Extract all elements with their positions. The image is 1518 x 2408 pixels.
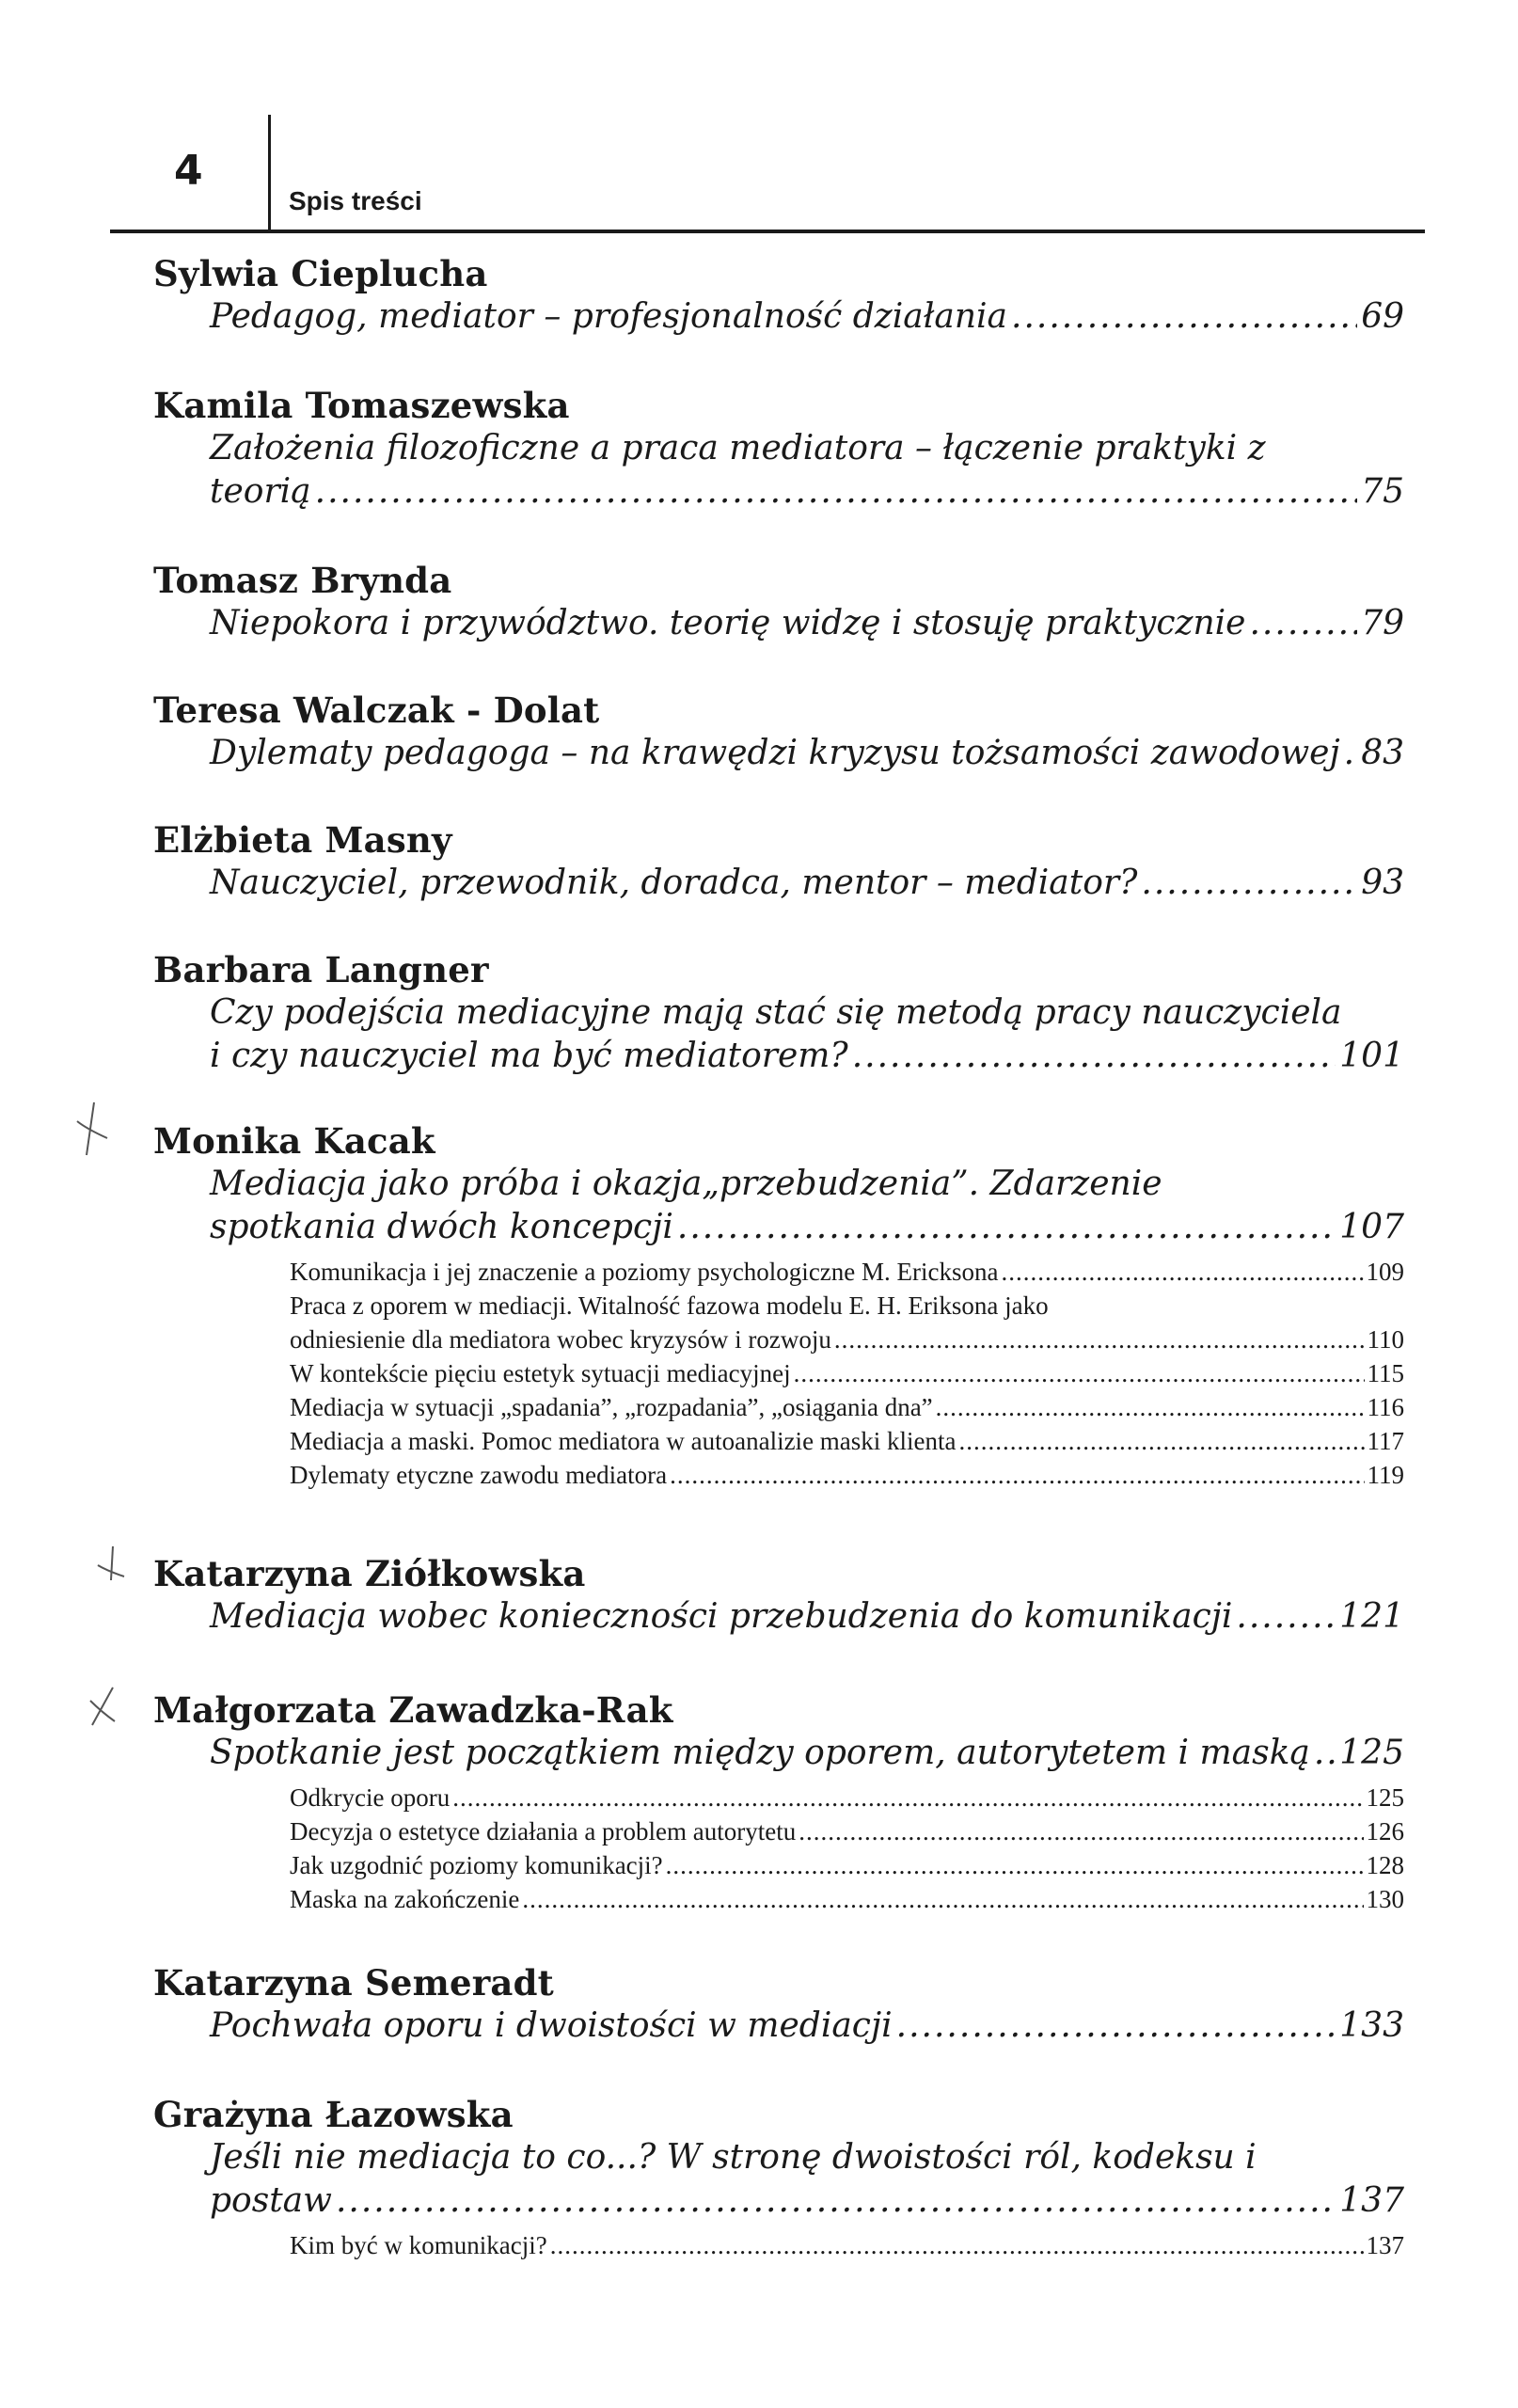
dot-leader: [1236, 1595, 1336, 1639]
subsection-page-number: 119: [1367, 1461, 1404, 1489]
entry-author: Tomasz Brynda: [153, 560, 452, 601]
subsection-item: [290, 1458, 1404, 1492]
entry-title-text: Mediacja wobec konieczności przebudzenia do komunikacji: [210, 1597, 1233, 1636]
entry-author: Grażyna Łazowska: [153, 2094, 514, 2135]
entry-author: Sylwia Cieplucha: [153, 253, 488, 294]
subsection-page-number: 115: [1367, 1359, 1404, 1387]
toc-entry: [153, 2093, 1404, 2262]
toc-entry: [153, 1688, 1404, 1916]
subsection-title: W kontekście pięciu estetyk sytuacji mediacyjnej: [290, 1359, 791, 1387]
entry-title-text: Jeśli nie mediacja to co...? W stronę dwoistości ról, kodeksu i: [210, 2138, 1257, 2177]
toc-entry: [153, 818, 1404, 905]
subsection-list: [153, 2228, 1404, 2262]
entry-page-number: 137: [1339, 2181, 1404, 2220]
entry-title: [210, 295, 1404, 339]
subsection-list: [153, 1781, 1404, 1916]
dot-leader: [670, 1458, 1364, 1492]
subsection-page-number: 110: [1367, 1325, 1404, 1354]
dot-leader: [852, 1035, 1336, 1078]
subsection-title: Jak uzgodnić poziomy komunikacji?: [290, 1851, 663, 1879]
subsection-item: [290, 1289, 1404, 1323]
entry-page-number: 69: [1361, 297, 1404, 336]
page-number: 4: [174, 147, 203, 195]
subsection-title: Dylematy etyczne zawodu mediatora: [290, 1461, 668, 1489]
toc-entry: [153, 384, 1404, 514]
entry-page-number: 101: [1339, 1037, 1404, 1075]
dot-leader: [936, 1390, 1365, 1424]
subsection-title: odniesienie dla mediatora wobec kryzysów i rozwoju: [290, 1325, 831, 1354]
entry-title-text: Pochwała oporu i dwoistości w mediacji: [210, 2006, 893, 2045]
entry-page-number: 79: [1361, 604, 1404, 642]
entry-title-text: Dylematy pedagoga – na krawędzi kryzysu tożsamości zawodowej: [210, 734, 1340, 772]
subsection-page-number: 125: [1366, 1783, 1404, 1812]
entry-author: Monika Kacak: [153, 1120, 435, 1162]
entry-page-number: 121: [1339, 1597, 1404, 1636]
entry-title: [210, 1163, 1404, 1206]
subsection-title: Mediacja a maski. Pomoc mediatora w autoanalizie maski klienta: [290, 1427, 957, 1455]
dot-leader: [896, 2004, 1336, 2048]
subsection-title: Decyzja o estetyce działania a problem autorytetu: [290, 1817, 797, 1846]
toc-entry: [153, 559, 1404, 645]
subsection-title: Komunikacja i jej znaczenie a poziomy psychologiczne M. Ericksona: [290, 1258, 999, 1286]
entry-author: Małgorzata Zawadzka-Rak: [153, 1689, 673, 1731]
entry-title-text: Nauczyciel, przewodnik, doradca, mentor – mediator?: [210, 863, 1138, 902]
subsection-item: [290, 1390, 1404, 1424]
subsection-title: Maska na zakończenie: [290, 1885, 520, 1913]
pencil-x-mark: [73, 1101, 111, 1157]
entry-title: [210, 1206, 1404, 1249]
subsection-title: Praca z oporem w mediacji. Witalność fazowa modelu E. H. Eriksona jako: [290, 1291, 1049, 1320]
entry-title: [210, 1732, 1404, 1775]
entry-title-text: Spotkanie jest początkiem między oporem, autorytetem i maską: [210, 1734, 1310, 1772]
subsection-page-number: 137: [1366, 2231, 1404, 2259]
toc-entry: [153, 252, 1404, 339]
entry-author: Barbara Langner: [153, 949, 489, 990]
pencil-x-mark: [92, 1543, 130, 1599]
subsection-page-number: 116: [1367, 1393, 1404, 1421]
subsection-item: [290, 1781, 1404, 1814]
dot-leader: [834, 1323, 1365, 1356]
dot-leader: [315, 470, 1358, 514]
entry-page-number: 133: [1339, 2006, 1404, 2045]
entry-title-text: spotkania dwóch koncepcji: [210, 1208, 673, 1246]
entry-title: [210, 991, 1404, 1035]
subsection-page-number: 126: [1366, 1817, 1404, 1846]
entry-page-number: 83: [1361, 734, 1404, 772]
subsection-page-number: 109: [1366, 1258, 1404, 1286]
entry-title-text: Mediacja jako próba i okazja„przebudzenia”. Zdarzenie: [210, 1164, 1162, 1203]
entry-title: [210, 470, 1404, 514]
dot-leader: [677, 1206, 1336, 1249]
entry-author: Katarzyna Ziółkowska: [153, 1553, 586, 1594]
subsection-item: [290, 1255, 1404, 1289]
entry-page-number: 107: [1339, 1208, 1404, 1246]
dot-leader: [959, 1424, 1365, 1458]
entry-title-text: postaw: [210, 2181, 332, 2220]
dot-leader: [1344, 732, 1358, 775]
toc-entry: [153, 1119, 1404, 1492]
dot-leader: [336, 2179, 1336, 2223]
dot-leader: [1011, 295, 1357, 339]
entry-author: Kamila Tomaszewska: [153, 385, 570, 426]
subsection-page-number: 117: [1367, 1427, 1404, 1455]
toc-entry: [153, 1552, 1404, 1639]
entry-author: Elżbieta Masny: [153, 819, 452, 861]
page-header: [110, 113, 1425, 233]
entry-title: [210, 2136, 1404, 2179]
dot-leader: [666, 1848, 1364, 1882]
subsection-item: [290, 1848, 1404, 1882]
dot-leader: [1141, 862, 1357, 905]
entry-title-text: Pedagog, mediator – profesjonalność działania: [210, 297, 1008, 336]
entry-title: [210, 2004, 1404, 2048]
subsection-item: [290, 1356, 1404, 1390]
entry-author: Katarzyna Semeradt: [153, 1962, 554, 2004]
entry-title-text: i czy nauczyciel ma być mediatorem?: [210, 1037, 848, 1075]
pencil-x-mark: [85, 1684, 122, 1740]
subsection-item: [290, 1882, 1404, 1916]
entry-title-text: teorią: [210, 472, 311, 511]
subsection-item: [290, 1814, 1404, 1848]
subsection-item: [290, 2228, 1404, 2262]
entry-page-number: 93: [1361, 863, 1404, 902]
toc-entry: [153, 948, 1404, 1078]
dot-leader: [1314, 1732, 1336, 1775]
entry-title-text: Niepokora i przywództwo. teorię widzę i stosuję praktycznie: [210, 604, 1246, 642]
entry-title: [210, 2179, 1404, 2223]
entry-title: [210, 1035, 1404, 1078]
dot-leader: [1249, 602, 1357, 645]
subsection-title: Odkrycie oporu: [290, 1783, 451, 1812]
toc-entry: [153, 1961, 1404, 2048]
running-head: Spis treści: [289, 186, 422, 215]
dot-leader: [1001, 1255, 1363, 1289]
entry-title-text: Założenia filozoficzne a praca mediatora – łączenie praktyki z: [210, 429, 1266, 467]
dot-leader: [522, 1882, 1363, 1916]
entry-title: [210, 732, 1404, 775]
subsection-title: Kim być w komunikacji?: [290, 2231, 547, 2259]
toc-entry: [153, 689, 1404, 775]
dot-leader: [799, 1814, 1363, 1848]
subsection-title: Mediacja w sytuacji „spadania”, „rozpadania”, „osiągania dna”: [290, 1393, 933, 1421]
subsection-item: [290, 1424, 1404, 1458]
header-divider: [268, 115, 271, 230]
entry-title: [210, 1595, 1404, 1639]
subsection-item: [290, 1323, 1404, 1356]
entry-page-number: 125: [1339, 1734, 1404, 1772]
entry-page-number: 75: [1361, 472, 1404, 511]
entry-author: Teresa Walczak - Dolat: [153, 689, 600, 731]
entry-title: [210, 427, 1404, 470]
subsection-page-number: 130: [1366, 1885, 1404, 1913]
entry-title: [210, 602, 1404, 645]
entry-title-text: Czy podejścia mediacyjne mają stać się metodą pracy nauczyciela: [210, 993, 1342, 1032]
dot-leader: [550, 2228, 1364, 2262]
subsection-page-number: 128: [1366, 1851, 1404, 1879]
subsection-list: [153, 1255, 1404, 1492]
dot-leader: [794, 1356, 1365, 1390]
entry-title: [210, 862, 1404, 905]
dot-leader: [452, 1781, 1363, 1814]
